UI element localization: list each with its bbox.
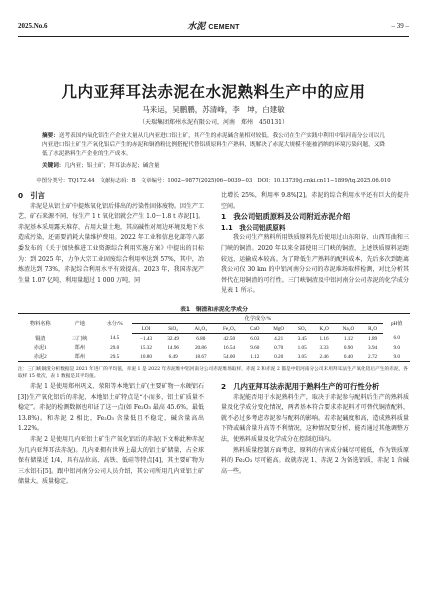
table-cell: 29.5 xyxy=(97,352,132,362)
table-cell: 0.70 xyxy=(274,344,284,351)
table-cell: 郑州 xyxy=(74,345,85,351)
keywords xyxy=(42,162,385,170)
table-cell: 0.40 xyxy=(335,352,362,362)
table-cell: 2.72 xyxy=(362,352,384,362)
paragraph-raw-material: 我公司生产熟料所用铁质原料先后使用过山东阳谷、山西耳曲和三门峡的铜渣。2020 年以来全部使用三门峡的铜渣，上述铁质原料运距较远，运输成本较高。为了降低生产熟料的配料成本，先后多次到距离我公司仅 30 km 的中铝河南分公司的赤泥堆场取样检测，对比分析其替代在用铜渣的可行性。三门峡铜渣及中铝河南分公司赤泥的化学成分见表 1 所示。 xyxy=(221,234,409,295)
subheader-cell: LOI xyxy=(132,324,159,334)
table-body xyxy=(18,334,410,362)
right-column-top xyxy=(221,191,409,297)
col-header-moisture: 水分/% xyxy=(97,314,132,334)
paragraph-intro-continued: 比增长 25%，利用率 9.8%[2]。赤泥的综合利用水平还有巨大的提升空间。 xyxy=(221,192,409,210)
section-heading-1: 1 我公司铝质原料及公司附近赤泥介绍 xyxy=(221,212,351,222)
table-cell: 郑州 xyxy=(63,352,97,362)
paragraph-intro: 赤泥是从铝土矿中提炼氧化铝后排出的污染性固体废物。因生产工艺、矿石来源不同，每生产 1 t 氧化铝就会产生 1.0～1.8 t 赤泥[1]。赤泥基本采用露天堆存，占用大量土地，其高碱性对周边环境及地下水造成污染，还需要消耗大量维护费用。2022 年工业和信息化部等八部委发布的《关于加快推进工业资源综合利用实施方案》中提出的目标为：到 2025 年，力争大宗工业固废综合利用率达到 57%，其中，冶炼渣达到 73%，赤泥综合利用水平有效提高。2023 年，我国赤泥产生量 1.07 亿吨，利用量超过 1 000 万吨，同 xyxy=(18,202,205,284)
keywords-text: 几内亚；铝土矿；拜耳法赤泥；碱含量 xyxy=(64,163,160,169)
table-cell: 1.05 xyxy=(297,344,307,351)
table-cell: 6.0 xyxy=(393,335,400,342)
authors: 马来运，吴鹏鹏，苏清峰，李 坤，白建敏 xyxy=(142,105,285,114)
table-cell: 20.86 xyxy=(194,344,207,351)
table-cell: 6.03 xyxy=(250,335,260,342)
journal-logo xyxy=(18,19,409,32)
table-cell: 18.67 xyxy=(187,352,215,362)
table-cell: 1.12 xyxy=(343,335,353,342)
keywords-label: 关键词： xyxy=(42,163,65,169)
table-cell: 三门峡 xyxy=(71,335,88,342)
classification-meta: 中图分类号：TQ172.44 文献标志码：B 文章编号：1002−9877(2025)06−0039−03 DOI：10.13739/j.cnki.cn11−1899/tq.2025.06.010 xyxy=(36,178,391,184)
col-header-material: 物料名称 xyxy=(18,314,63,334)
table-cell: 9.60 xyxy=(250,344,260,351)
table-cell: 2.46 xyxy=(313,352,335,362)
table-cell: 6.80 xyxy=(196,335,206,342)
table-cell: 6.49 xyxy=(160,352,187,362)
subheader-cell: Al₂O₃ xyxy=(187,324,215,334)
col-header-chem: 化学成分/% xyxy=(132,314,383,324)
table-cell: 0.90 xyxy=(343,344,353,351)
issue-label: 2025.No.6 xyxy=(18,22,48,30)
left-column-bottom xyxy=(18,382,204,488)
table-row xyxy=(18,343,410,352)
page-number: – 39 – xyxy=(391,22,409,30)
table-cell: 3.94 xyxy=(368,344,378,351)
table-cell: 3.33 xyxy=(319,344,329,351)
table-cell: 1.89 xyxy=(368,335,378,342)
table-cell: 赤泥2 xyxy=(18,352,63,362)
subheader-cell: Fe₂O₃ xyxy=(215,324,243,334)
subheader-cell: MgO xyxy=(266,324,291,334)
affiliation: （天瑞集团郑州水泥有限公司，河南 郑州 450131） xyxy=(139,119,288,126)
table-cell: −1.43 xyxy=(140,335,153,342)
abstract xyxy=(42,132,385,160)
subheader-cell: SO₃ xyxy=(291,324,313,334)
table-cell: 赤泥1 xyxy=(33,345,47,351)
paragraph-redmud-2: 赤泥 2 是使用几内亚铝土矿生产氧化铝后的赤泥(下文称此种赤泥为几内亚拜耳法赤泥)。几内亚拥有世界上最大的铝土矿储量，占全球保有储量近 1/4，具有品位高、高铁、低硅等特点[4]，其主要矿物为三水铝石[5]。跟中铝河南分公司人员介绍，其公司所用几内亚铝土矿储量大，质量稳定。 xyxy=(18,435,204,486)
paragraph-feasibility: 赤泥能否用于水泥熟料生产，取决于赤泥参与配料后生产的熟料质量及化学成分变化情况，两者基本符合要求赤泥料才可替代铜渣配料，就不必过多考虑赤泥参与配料的影响。若赤泥碱度和高，造成熟料质量下降或碱含量升高等不利情况，这种情况要分析，能否通过其他调整方法，使熟料质量及化学成分在控制范围内。 xyxy=(221,393,409,443)
table-cell: 10.80 xyxy=(132,352,159,362)
subheader-cell: CaO xyxy=(244,324,267,334)
table-cell: 铜渣 xyxy=(35,335,46,342)
table-cell: 14.96 xyxy=(167,344,179,351)
table-cell: 1.12 xyxy=(244,352,267,362)
journal-name-en: CEMENT xyxy=(208,24,240,31)
article-title: 几内亚拜耳法赤泥在水泥熟料生产中的应用 xyxy=(61,83,366,101)
table-caption: 表1 铜渣和赤泥化学成分 xyxy=(180,307,248,313)
table-cell: 16.54 xyxy=(223,344,236,351)
paragraph-quality: 熟料质量控制方面考虑，原料的有害成分碱尽可能低，作为铁质原料的 Fe₂O₃ 尽可能高。故就赤泥 1、赤泥 2 为备选铝质，赤泥 1 含碱高一些。 xyxy=(221,446,409,475)
table-cell: 14.5 xyxy=(110,335,120,342)
table-cell: 9.0 xyxy=(393,344,400,351)
subsection-heading-1-1: 1.1 我公司铝质原料 xyxy=(221,223,286,232)
table-cell: 0.20 xyxy=(266,352,291,362)
table-cell: 1.16 xyxy=(319,335,329,342)
subheader-cell: R₂O xyxy=(362,324,384,334)
table-note: 注：三门峡铜渣分析数据是 2021 年进厂的平均值，赤泥 1 是 2022 年赤泥堆中铝河南分公司赤泥堆场取样，赤泥 2 和赤泥 2 都是中铝河南分公司未用拜耳法生产氧化铝后产生的赤泥，各取样 15 批次，表 1 数据是其平均值。 xyxy=(18,367,408,379)
table-cell: 54.00 xyxy=(215,352,243,362)
left-column-top xyxy=(18,191,204,286)
table-cell: 3.45 xyxy=(297,335,307,342)
col-header-origin: 产地 xyxy=(63,314,97,334)
running-header xyxy=(18,18,409,37)
table-cell: 29.0 xyxy=(110,344,120,351)
table-cell: 9.0 xyxy=(383,352,410,362)
table-cell: 4.21 xyxy=(274,335,284,342)
subheader-cell: Na₂O xyxy=(335,324,362,334)
right-column-bottom xyxy=(221,382,409,477)
table-row xyxy=(18,334,410,344)
subheader-cell: SiO₂ xyxy=(160,324,187,334)
table-cell: 3.05 xyxy=(291,352,313,362)
chemical-composition-table xyxy=(18,313,410,362)
col-header-ph: pH值 xyxy=(383,314,410,334)
paragraph-redmud-1: 赤泥 1 是使用郑州巩义、荥阳等本地铝土矿(主要矿物一水硬铝石[3])生产氧化铝后的赤泥，本地铝土矿特点是“小而多，铝土矿质量不稳定”。赤泥的检测数据也印证了这一点(如 Fe₂O₃ 最高 45.6%，最低 13.8%)。和赤泥 2 相比，Fe₂O₃ 含量低且不稳定，碱含量高出 1.22%。 xyxy=(18,383,204,433)
table-row xyxy=(18,352,410,362)
abstract-label: 摘要： xyxy=(42,133,59,139)
section-heading-intro: 0 引言 xyxy=(18,191,45,200)
table-cell: 32.49 xyxy=(167,335,179,342)
table-cell: 15.32 xyxy=(140,344,152,351)
table-cell: 42.50 xyxy=(223,335,236,342)
section-heading-2: 2 几内亚拜耳法赤泥用于熟料生产的可行性分析 xyxy=(221,382,380,391)
journal-name-cn: 水泥 xyxy=(187,22,206,32)
abstract-text: 送考表国内氧化铝生产企业大量从几内亚进口铝土矿，其产生的赤泥碱含量相对较低。我公司在生产实践中利用中铝河南分公司以几内亚进口铝土矿生产氧化铝后产生的赤泥和铜渔粉比例搭配代替铝质原料生产熟料，既解决了赤泥大规模不能被消纳的环境污染问题，又降低了水泥熟料生产企业的生产成本。 xyxy=(42,133,385,158)
subheader-cell: K₂O xyxy=(313,324,335,334)
